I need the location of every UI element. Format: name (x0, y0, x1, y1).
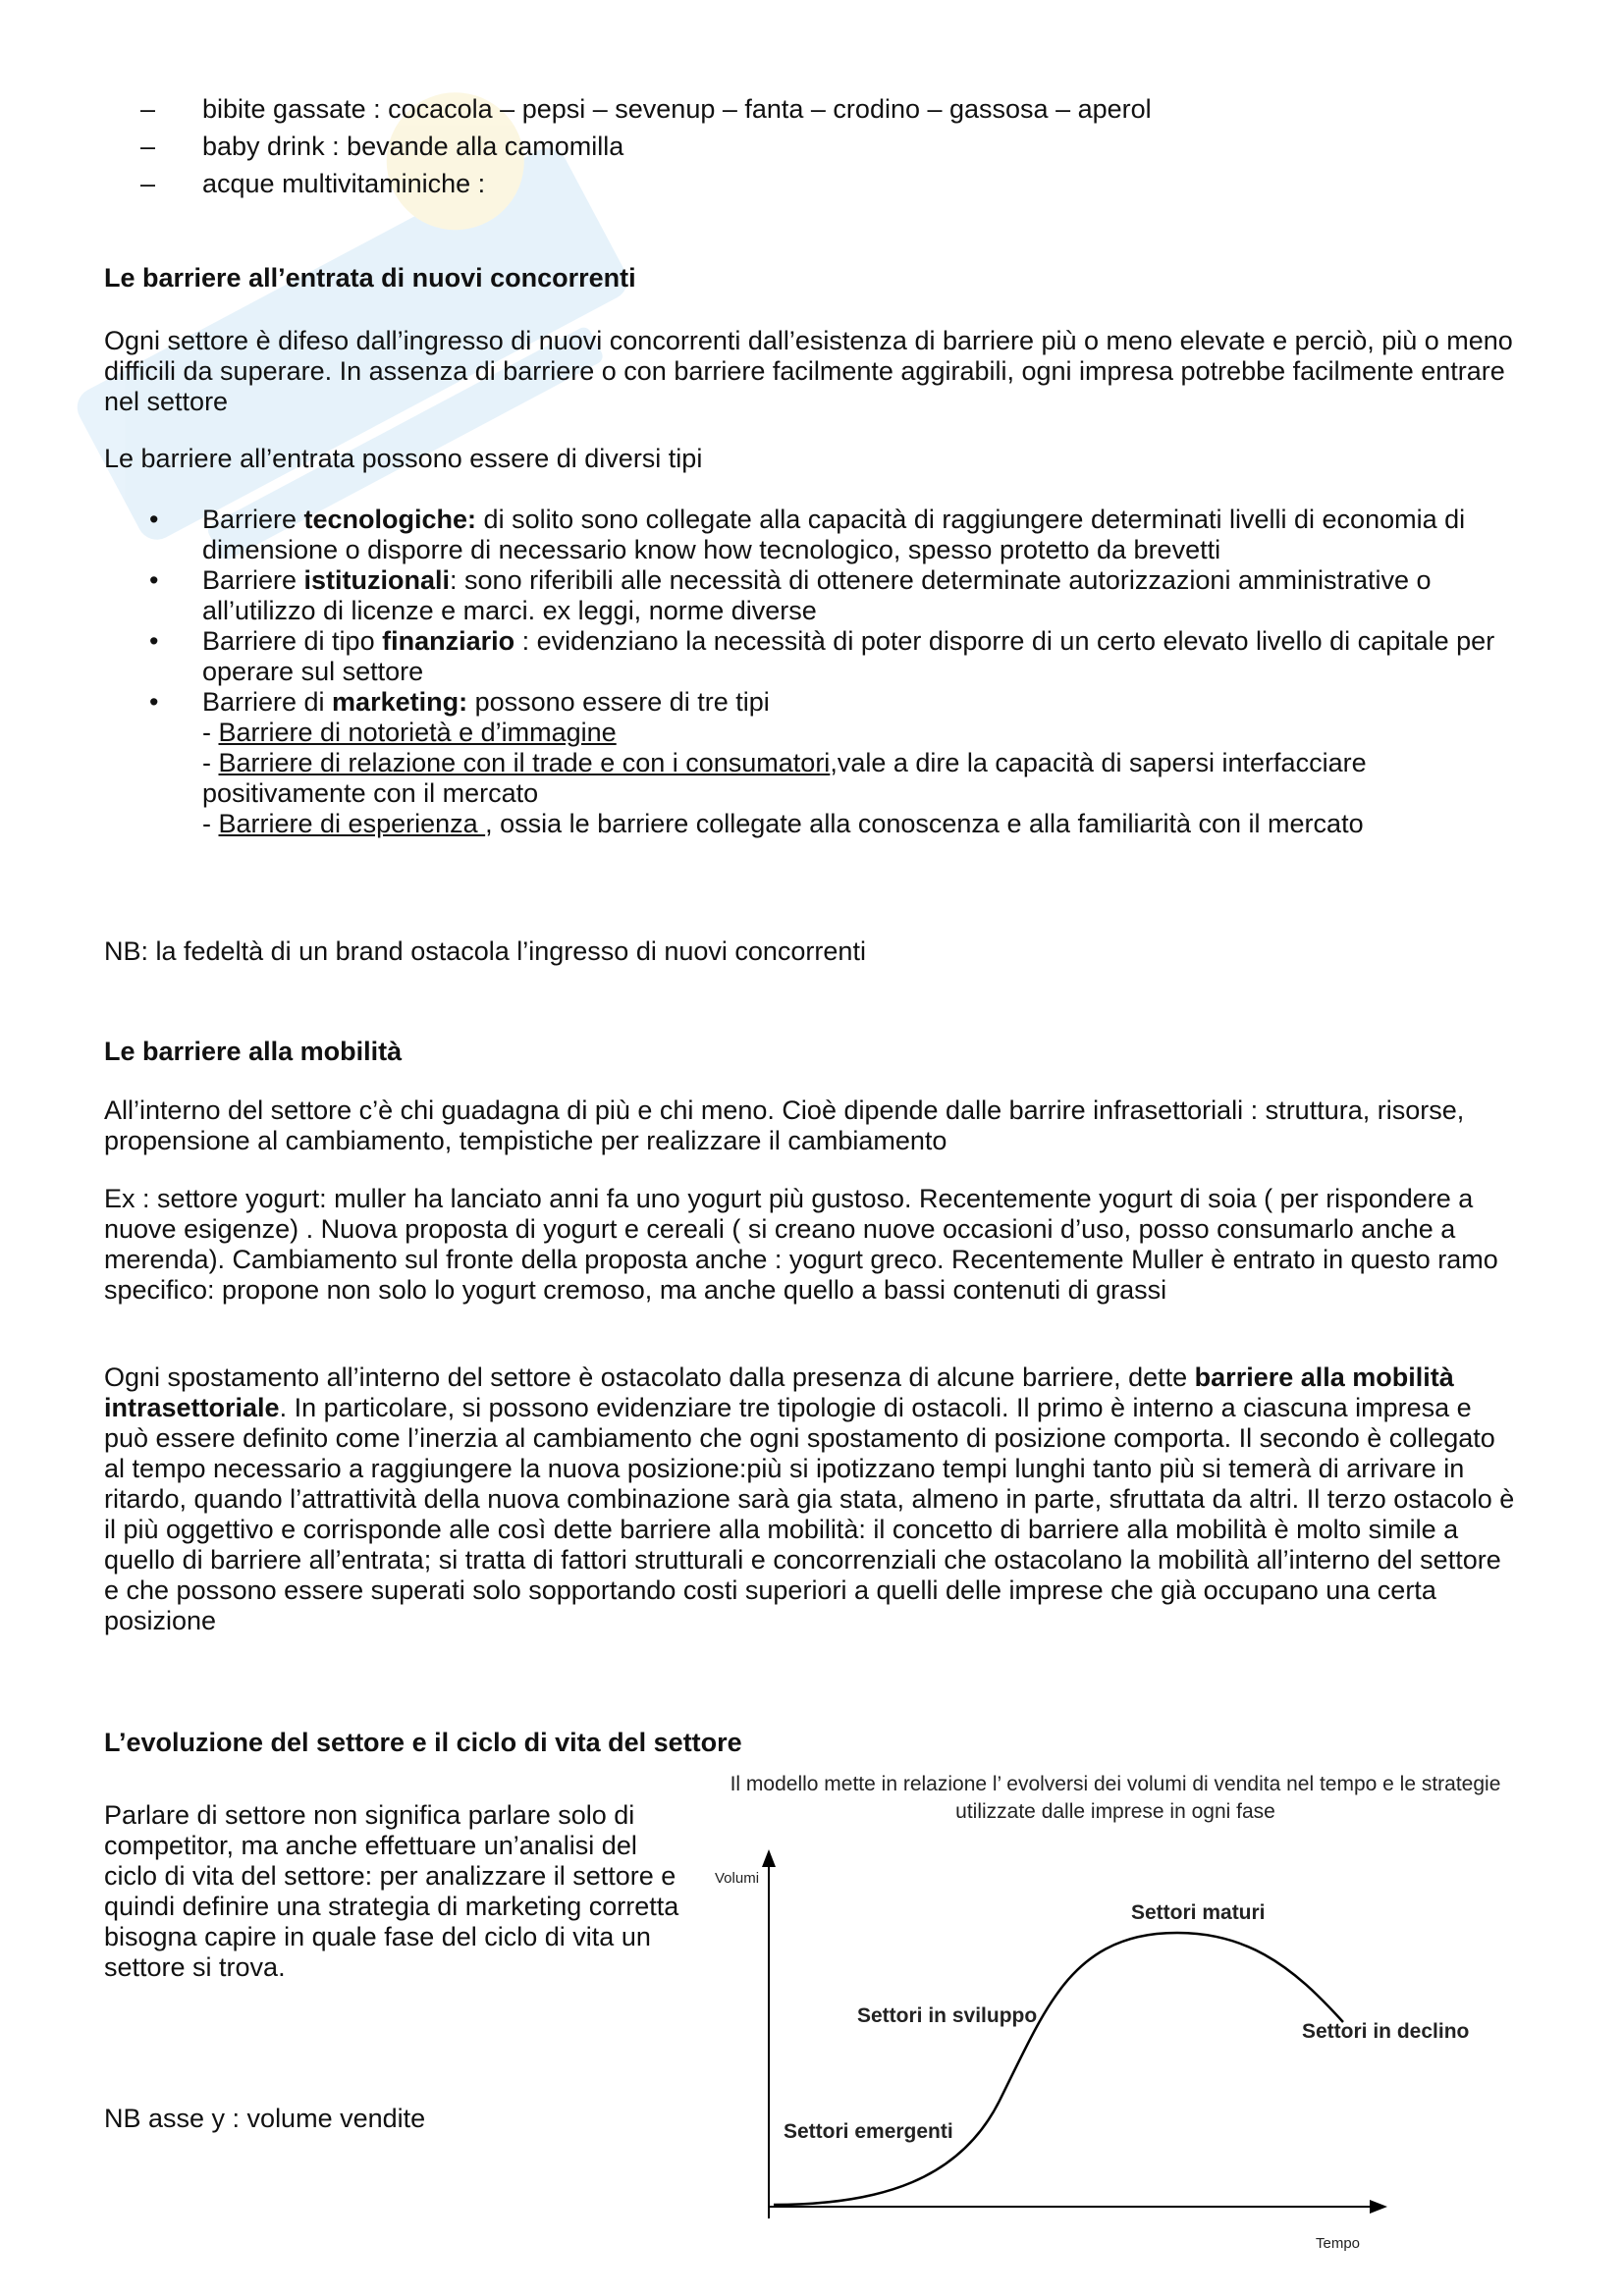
figure-caption-line2: utilizzate dalle imprese in ogni fase (955, 1800, 1275, 1823)
y-axis-label: Volumi (715, 1870, 760, 1887)
stage-label-maturi: Settori maturi (1131, 1901, 1266, 1924)
drinks-list (170, 94, 1152, 206)
x-axis-label: Tempo (1316, 2235, 1361, 2252)
life-cycle-figure (695, 1767, 1540, 2258)
paragraph-mobility-intro: All’interno del settore c’è chi guadagna di più e chi meno. Cioè dipende dalle barrire infrasettoriali : struttura, risorse, propensione al cambiamento, tempistiche per realizzare il cambiamento (104, 1095, 1465, 1155)
marketing-sub-item: - Barriere di notorietà e d’immagine (202, 718, 617, 747)
paragraph-life-cycle: Parlare di settore non significa parlare solo di competitor, ma anche effettuare un’analisi del ciclo di vita del settore: per analizzare il settore e quindi definire una strategia di marketing corretta bisogna capire in quale fase del ciclo di vita un settore si trova. (104, 1800, 679, 1982)
x-axis-arrow-icon (1370, 2200, 1387, 2214)
heading-life-cycle: L’evoluzione del settore e il ciclo di vita del settore (104, 1728, 742, 1757)
list-item-marketing: • Barriere di marketing: possono essere di tre tipi - Barriere di notorietà e d’immagine - Barriere di relazione con il trade e con i consumatori,vale a dire la capacità di sapersi interfacciare positivamente con il mercato - Barriere di esperienza , ossia le barriere collegate alla conoscenza e alla familiarità con il mercato (145, 687, 1520, 839)
paragraph-entry-barriers-intro: Ogni settore è difeso dall’ingresso di nuovi concorrenti dall’esistenza di barriere più o meno elevate e perciò, più o meno difficili da superare. In assenza di barriere o con barriere facilmente aggirabili, ogni impresa potrebbe facilmente entrare nel settore (104, 326, 1513, 416)
paragraph-intrasector-barriers: Ogni spostamento all’interno del settore è ostacolato dalla presenza di alcune barriere, dette barriere alla mobilità intrasettoriale. In particolare, si possono evidenziare tre tipologie di ostacoli. Il primo è interno a ciascuna impresa e può essere definito come l’inerzia al cambiamento che ogni spostamento di posizione comporta. Il secondo è collegato al tempo necessario a raggiungere la nuova posizione:più si ipotizzano tempi lunghi tanto più si temerà di arrivare in ritardo, quando l’attrattività della nuova combinazione sarà gia stata, almeno in parte, sfruttata da altri. Il terzo ostacolo è il più oggettivo e corrisponde alle così dette barriere alla mobilità: il concetto di barriere alla mobilità è molto simile a quello di barriere all’entrata; si tratta di fattori strutturali e concorrenziali che ostacolano la mobilità all’interno del settore e che possono essere superati solo sopportando costi superiori a quelli delle imprese che già occupano una certa posizione (104, 1362, 1515, 1635)
figure-caption-line1: Il modello mette in relazione l’ evolversi dei volumi di vendita nel tempo e le strategie (730, 1773, 1501, 1795)
list-item-financial: • Barriere di tipo finanziario : evidenziano la necessità di poter disporre di un certo elevato livello di capitale per operare sul settore (145, 626, 1520, 687)
note-brand-loyalty: NB: la fedeltà di un brand ostacola l’ingresso di nuovi concorrenti (104, 936, 866, 966)
marketing-sub-item: - Barriere di relazione con il trade e con i consumatori,vale a dire la capacità di sapersi interfacciare positivamente con il mercato (202, 748, 1367, 808)
stage-label-declino: Settori in declino (1302, 2020, 1470, 2043)
y-axis-arrow-icon (762, 1849, 776, 1867)
heading-mobility-barriers: Le barriere alla mobilità (104, 1037, 403, 1066)
list-item-technological: • Barriere tecnologiche: di solito sono collegate alla capacità di raggiungere determinati livelli di economia di dimensione o disporre di necessario know how tecnologico, spesso protetto da brevetti (145, 505, 1520, 565)
heading-entry-barriers: Le barriere all’entrata di nuovi concorrenti (104, 263, 636, 293)
note-y-axis: NB asse y : volume vendite (104, 2104, 426, 2133)
marketing-sub-item: - Barriere di esperienza , ossia le barriere collegate alla conoscenza e alla familiarità con il mercato (202, 809, 1364, 838)
paragraph-barrier-types: Le barriere all’entrata possono essere di diversi tipi (104, 444, 703, 473)
list-item: – acque multivitaminiche : (170, 169, 1152, 206)
barrier-types-list (145, 505, 1520, 839)
paragraph-yogurt-example: Ex : settore yogurt: muller ha lanciato anni fa uno yogurt più gustoso. Recentemente yogurt di soia ( per rispondere a nuove esigenze) . Nuova proposta di yogurt e cereali ( si creano nuove occasioni d’uso, posso consumarlo anche a merenda). Cambiamento sul fronte della proposta anche : yogurt greco. Recentemente Muller è entrato in questo ramo specifico: propone non solo lo yogurt cremoso, ma anche quello a bassi contenuti di grassi (104, 1184, 1498, 1305)
list-item: – bibite gassate : cocacola – pepsi – sevenup – fanta – crodino – gassosa – aperol (170, 94, 1152, 132)
list-item-institutional: • Barriere istituzionali: sono riferibili alle necessità di ottenere determinate autorizzazioni amministrative o all’utilizzo di licenze e marci. ex leggi, norme diverse (145, 565, 1520, 626)
life-cycle-curve (774, 1933, 1343, 2205)
stage-label-emergenti: Settori emergenti (784, 2120, 953, 2143)
list-item: – baby drink : bevande alla camomilla (170, 132, 1152, 169)
stage-label-sviluppo: Settori in sviluppo (857, 2004, 1038, 2027)
